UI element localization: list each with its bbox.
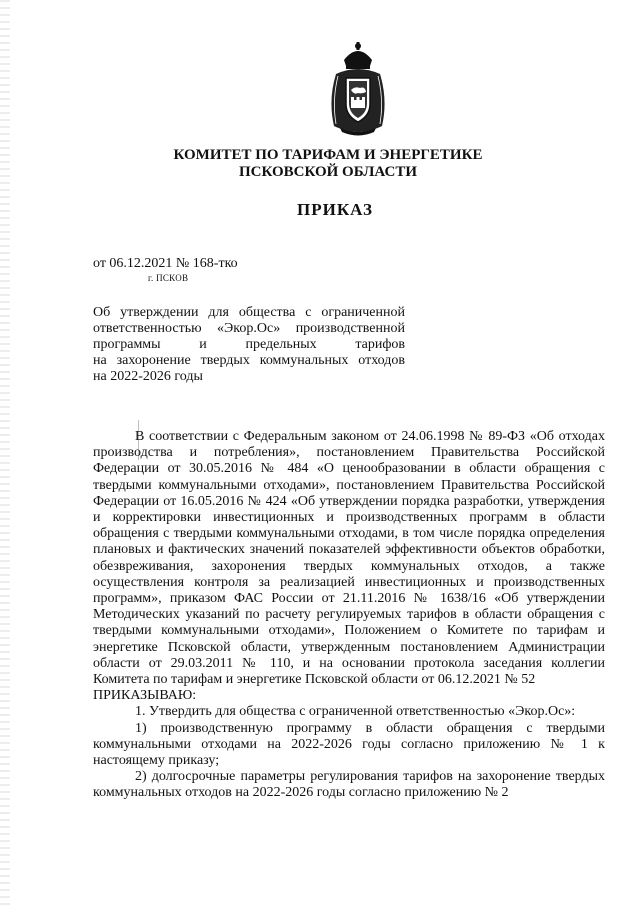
document-subject — [93, 305, 405, 385]
document-title: ПРИКАЗ — [297, 200, 373, 219]
subject-line: ответственностью «Экор.Ос» производственной — [93, 321, 405, 336]
subject-line: программы и предельных тарифов — [93, 337, 405, 352]
coat-of-arms-icon — [322, 40, 394, 140]
city-label: г. ПСКОВ — [148, 273, 189, 283]
document-body — [93, 429, 605, 802]
subject-line: Об утверждении для общества с ограниченной — [93, 305, 405, 320]
subject-line: на захоронение твердых коммунальных отходов — [93, 353, 405, 368]
order-subitem-2: 2) долгосрочные параметры регулирования тарифов на захоронение твердых коммунальных отходов на 2022-2026 годы согласно приложению № 2 — [93, 769, 605, 801]
order-item-1: 1. Утвердить для общества с ограниченной ответственностью «Экор.Ос»: — [135, 704, 576, 720]
order-subitem-1: 1) производственную программу в области обращения с твердыми коммунальными отходами на 2022-2026 годы согласно приложению № 1 к настоящему приказу; — [93, 720, 605, 769]
date-and-number: от 06.12.2021 № 168-тко — [93, 256, 238, 271]
organization-name-line2: ПСКОВСКОЙ ОБЛАСТИ — [238, 164, 418, 180]
scan-margin-artifact — [0, 0, 10, 905]
preamble-paragraph: В соответствии с Федеральным законом от 24.06.1998 № 89-ФЗ «Об отходах производства и потребления», постановлением Правительства Российской Федерации от 30.05.2016 № 484 «О ценообразовании в области обращения с твердыми коммунальными отходами», постановлением Правительства Российской Федерации от 16.05.2016 № 424 «Об утверждении порядка разработки, утверждения и корректировки инвестиционных и производственных программ в области обращения с твердыми коммунальными отходами, в том числе порядка определения плановых и фактических значений показателей эффективности объектов обработки, обезвреживания, захоронения твердых коммунальных отходов, а также осуществления контроля за реализацией инвестиционных и производственных программ», приказом ФАС России от 21.11.2016 № 1638/16 «Об утверждении Методических указаний по расчету регулируемых тарифов в области обращения с твердыми коммунальными отходами», Положением о Комитете по тарифам и энергетике Псковской области, утвержденным постановлением Администрации области от 29.03.2011 № 110, и на основании протокола заседания коллегии Комитета по тарифам и энергетике Псковской области от 06.12.2021 № 52 — [93, 429, 605, 688]
order-word: ПРИКАЗЫВАЮ: — [93, 688, 197, 704]
organization-name-line1: КОМИТЕТ ПО ТАРИФАМ И ЭНЕРГЕТИКЕ — [173, 147, 483, 163]
subject-line: на 2022-2026 годы — [93, 369, 203, 384]
